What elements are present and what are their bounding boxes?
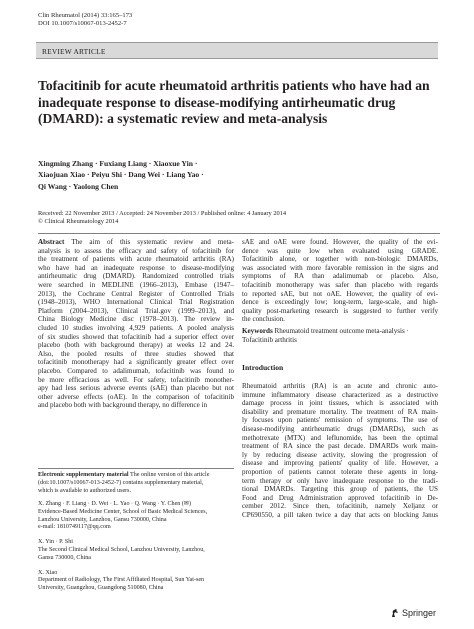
- abstract-line: Tofacitinib alone, or together with non-biologic DMARDs,: [242, 255, 438, 264]
- copyright: © Clinical Rheumatology 2014: [38, 218, 119, 226]
- abstract-label: Abstract: [38, 238, 65, 246]
- affiliation-line: Evidence-Based Medicine Center, School of Basic Medical Sciences,: [38, 508, 208, 515]
- introduction-line: ly by reducing disease activity, slowing the progression of: [242, 450, 438, 459]
- introduction-line: CP690550, a pill taken twice a day that acts on blocking Janus: [242, 510, 438, 519]
- abstract-first-line: [38, 238, 234, 247]
- journal-header: [38, 12, 132, 29]
- abstract-line: symptoms of RA than adalimumab or placebo. Also,: [242, 272, 438, 281]
- abstract-line: analysis is to assess the efficacy and safety of tofacitinib for: [38, 246, 234, 255]
- abstract-line: Also, the pooled results of three studies showed that: [38, 349, 234, 358]
- abstract-line: be more efficacious as well. For safety, tofacitinib monother-: [38, 375, 234, 384]
- abstract-line: to reported sAE, but not oAE. However, the quality of evi-: [242, 289, 438, 298]
- introduction-line: cember 2012. Since then, tofacitinib, namely Xeljanz or: [242, 502, 438, 511]
- author-line: Xiaojuan Xiao · Peiyu Shi · Dang Wei · Liang Yao ·: [38, 170, 204, 180]
- abstract-line: antirheumatic drug (DMARD). Randomized controlled trials: [38, 272, 234, 281]
- abstract-line: placebo. Compared to adalimumab, tofacitinib was found to: [38, 366, 234, 375]
- springer-horse-icon: [390, 608, 400, 618]
- affiliation-block: [38, 570, 234, 593]
- esm-line: Electronic supplementary material The online version of this article: [38, 472, 210, 478]
- author-line: Xingming Zhang · Fuxiang Liang · Xiaoxue Yin ·: [38, 159, 198, 168]
- abstract-line: and placebo both with background therapy, no difference in: [38, 401, 208, 410]
- affiliation-line: X. Yin · P. Shi: [38, 539, 73, 546]
- introduction-line: proportion of patients cannot tolerate these agents in long-: [242, 467, 438, 476]
- introduction-line: Rheumatoid arthritis (RA) is an acute and chronic auto-: [242, 382, 438, 390]
- introduction-line: damage process in joint tissues, which is associated with: [242, 399, 438, 408]
- affiliation-line: X. Zhang · F. Liang · D. Wei · L. Yao · Q. Wang · Y. Chen (✉): [38, 501, 192, 507]
- keywords-line: Keywords Rheumatoid treatment outcome meta-analysis ·: [242, 327, 409, 335]
- article-dates: [38, 210, 438, 227]
- affiliation-line: The Second Clinical Medical School, Lanzhou University, Lanzhou,: [38, 546, 205, 553]
- article-type: REVIEW ARTICLE: [42, 46, 106, 56]
- abstract-line: of six studies showed that tofacitinib had a superior effect over: [38, 332, 234, 341]
- introduction-line: treatment of RA since the past decade. DMARDs work main-: [242, 442, 438, 451]
- article-title: Tofacitinib for acute rheumatoid arthritis patients who have had an inadequate response to disease-modifying antirheumatic drug (DMARD): a systematic review and meta-analysis: [38, 78, 430, 127]
- abstract-line: placebo (both with background therapy) at weeks 12 and 24.: [38, 341, 234, 350]
- abstract-line: other adverse effects (oAE). In the comparison of tofacitinib: [38, 392, 234, 401]
- header-divider: [38, 233, 440, 234]
- esm-label: Electronic supplementary material: [38, 472, 129, 478]
- abstract-line: (1948–2013), WHO International Clinical Trial Registration: [38, 298, 234, 307]
- affiliations: [38, 501, 234, 600]
- introduction-line: disease-modifying antirheumatic drugs (DMARDs), such as: [242, 424, 438, 433]
- abstract-line: were searched in MEDLINE (1966–2013), Embase (1947–: [38, 280, 234, 289]
- introduction-line: disease and improving patients' quality of life. However, a: [242, 459, 438, 468]
- keywords-line: Tofacitinib arthritis: [242, 335, 297, 344]
- abstract-line: Platform (2004–2013), Clinical Trial.gov (1999–2013), and: [38, 306, 234, 315]
- abstract-line: who have had an inadequate response to disease-modifying: [38, 263, 234, 272]
- abstract-line: tofacitinib monotherapy had a significantly greater effect over: [38, 358, 234, 367]
- introduction-line: immune inflammatory disease characterized as a destructive: [242, 390, 438, 399]
- affiliation-line: Lanzhou University, Lanzhou, Gansu 730000, China: [38, 516, 167, 523]
- abstract-line: dence was quite low when evaluated using GRADE.: [242, 246, 438, 255]
- author-line: Qi Wang · Yaolong Chen: [38, 181, 119, 191]
- abstract-line: was associated with more favorable remission in the signs and: [242, 263, 438, 272]
- affiliation-line: e-mail: 1810749117@qq.com: [38, 524, 111, 531]
- publisher-logo: [390, 607, 436, 619]
- introduction-line: tional DMARDs. Targeting this group of patients, the US: [242, 485, 438, 494]
- esm-line: which is available to authorized users.: [38, 487, 132, 494]
- received-accepted-published: Received: 22 November 2013 / Accepted: 24 November 2013 / Published online: 4 January 2014: [38, 210, 287, 217]
- esm-line[interactable]: (doi:10.1007/s10067-013-2452-7) contains supplementary material,: [38, 479, 204, 486]
- abstract-body: [38, 247, 234, 410]
- author-list: [38, 158, 288, 192]
- abstract: [38, 238, 234, 410]
- affiliation-line: University, Guangzhou, Guangdong 510080, China: [38, 585, 164, 592]
- abstract-line: the conclusion.: [242, 315, 285, 324]
- article-type-bar: [36, 42, 438, 59]
- esm-divider: [38, 468, 234, 469]
- abstract-line: sAE and oAE were found. However, the quality of the evi-: [242, 238, 438, 246]
- introduction-body: [242, 382, 438, 520]
- introduction-line: term therapy or only have inadequate response to the tradi-: [242, 476, 438, 485]
- journal-citation: Clin Rheumatol (2014) 33:165–173: [38, 12, 133, 19]
- affiliation-block: [38, 501, 234, 532]
- abstract-line: the treatment of patients with acute rheumatoid arthritis (RA): [38, 255, 234, 264]
- introduction-line: disability and premature mortality. The treatment of RA main-: [242, 407, 438, 416]
- abstract-line: tofacitinib monotherapy was safer than placebo with regards: [242, 280, 438, 289]
- abstract-line: dence is exceedingly low; long-term, large-scale, and high-: [242, 298, 438, 307]
- electronic-supplementary-material: [38, 472, 234, 495]
- abstract-line: cluded 10 studies involving 4,929 patients. A pooled analysis: [38, 323, 234, 332]
- affiliation-line: Department of Radiology, The First Affiliated Hospital, Sun Yat-sen: [38, 577, 205, 584]
- introduction-line: methotrexate (MTX) and leflunomide, has been the optimal: [242, 433, 438, 442]
- abstract-line: quality post-marketing research is suggested to further verify: [242, 306, 438, 315]
- abstract-line: apy had less serious adverse events (sAE) than placebo but not: [38, 384, 234, 393]
- keywords: [242, 327, 438, 344]
- abstract-line: 2013), the Cochrane Central Register of Controlled Trials: [38, 289, 234, 298]
- introduction-line: Food and Drug Administration approved tofacitinib in De-: [242, 493, 438, 502]
- abstract-text: The aim of this systematic review and meta-: [71, 238, 234, 246]
- abstract-line: China Biology Medicine disc (1978–2013). The review in-: [38, 315, 234, 324]
- affiliation-line: Gansu 730000, China: [38, 554, 91, 561]
- introduction-line: ly focuses upon patients' remission of symptoms. The use of: [242, 416, 438, 425]
- abstract-continued: [242, 238, 438, 324]
- doi[interactable]: DOI 10.1007/s10067-013-2452-7: [38, 20, 127, 28]
- introduction-heading: Introduction: [242, 363, 284, 372]
- affiliation-line: X. Xiao: [38, 569, 58, 576]
- keywords-label: Keywords: [242, 327, 273, 335]
- publisher-name: Springer: [401, 608, 436, 618]
- affiliation-block: [38, 539, 234, 562]
